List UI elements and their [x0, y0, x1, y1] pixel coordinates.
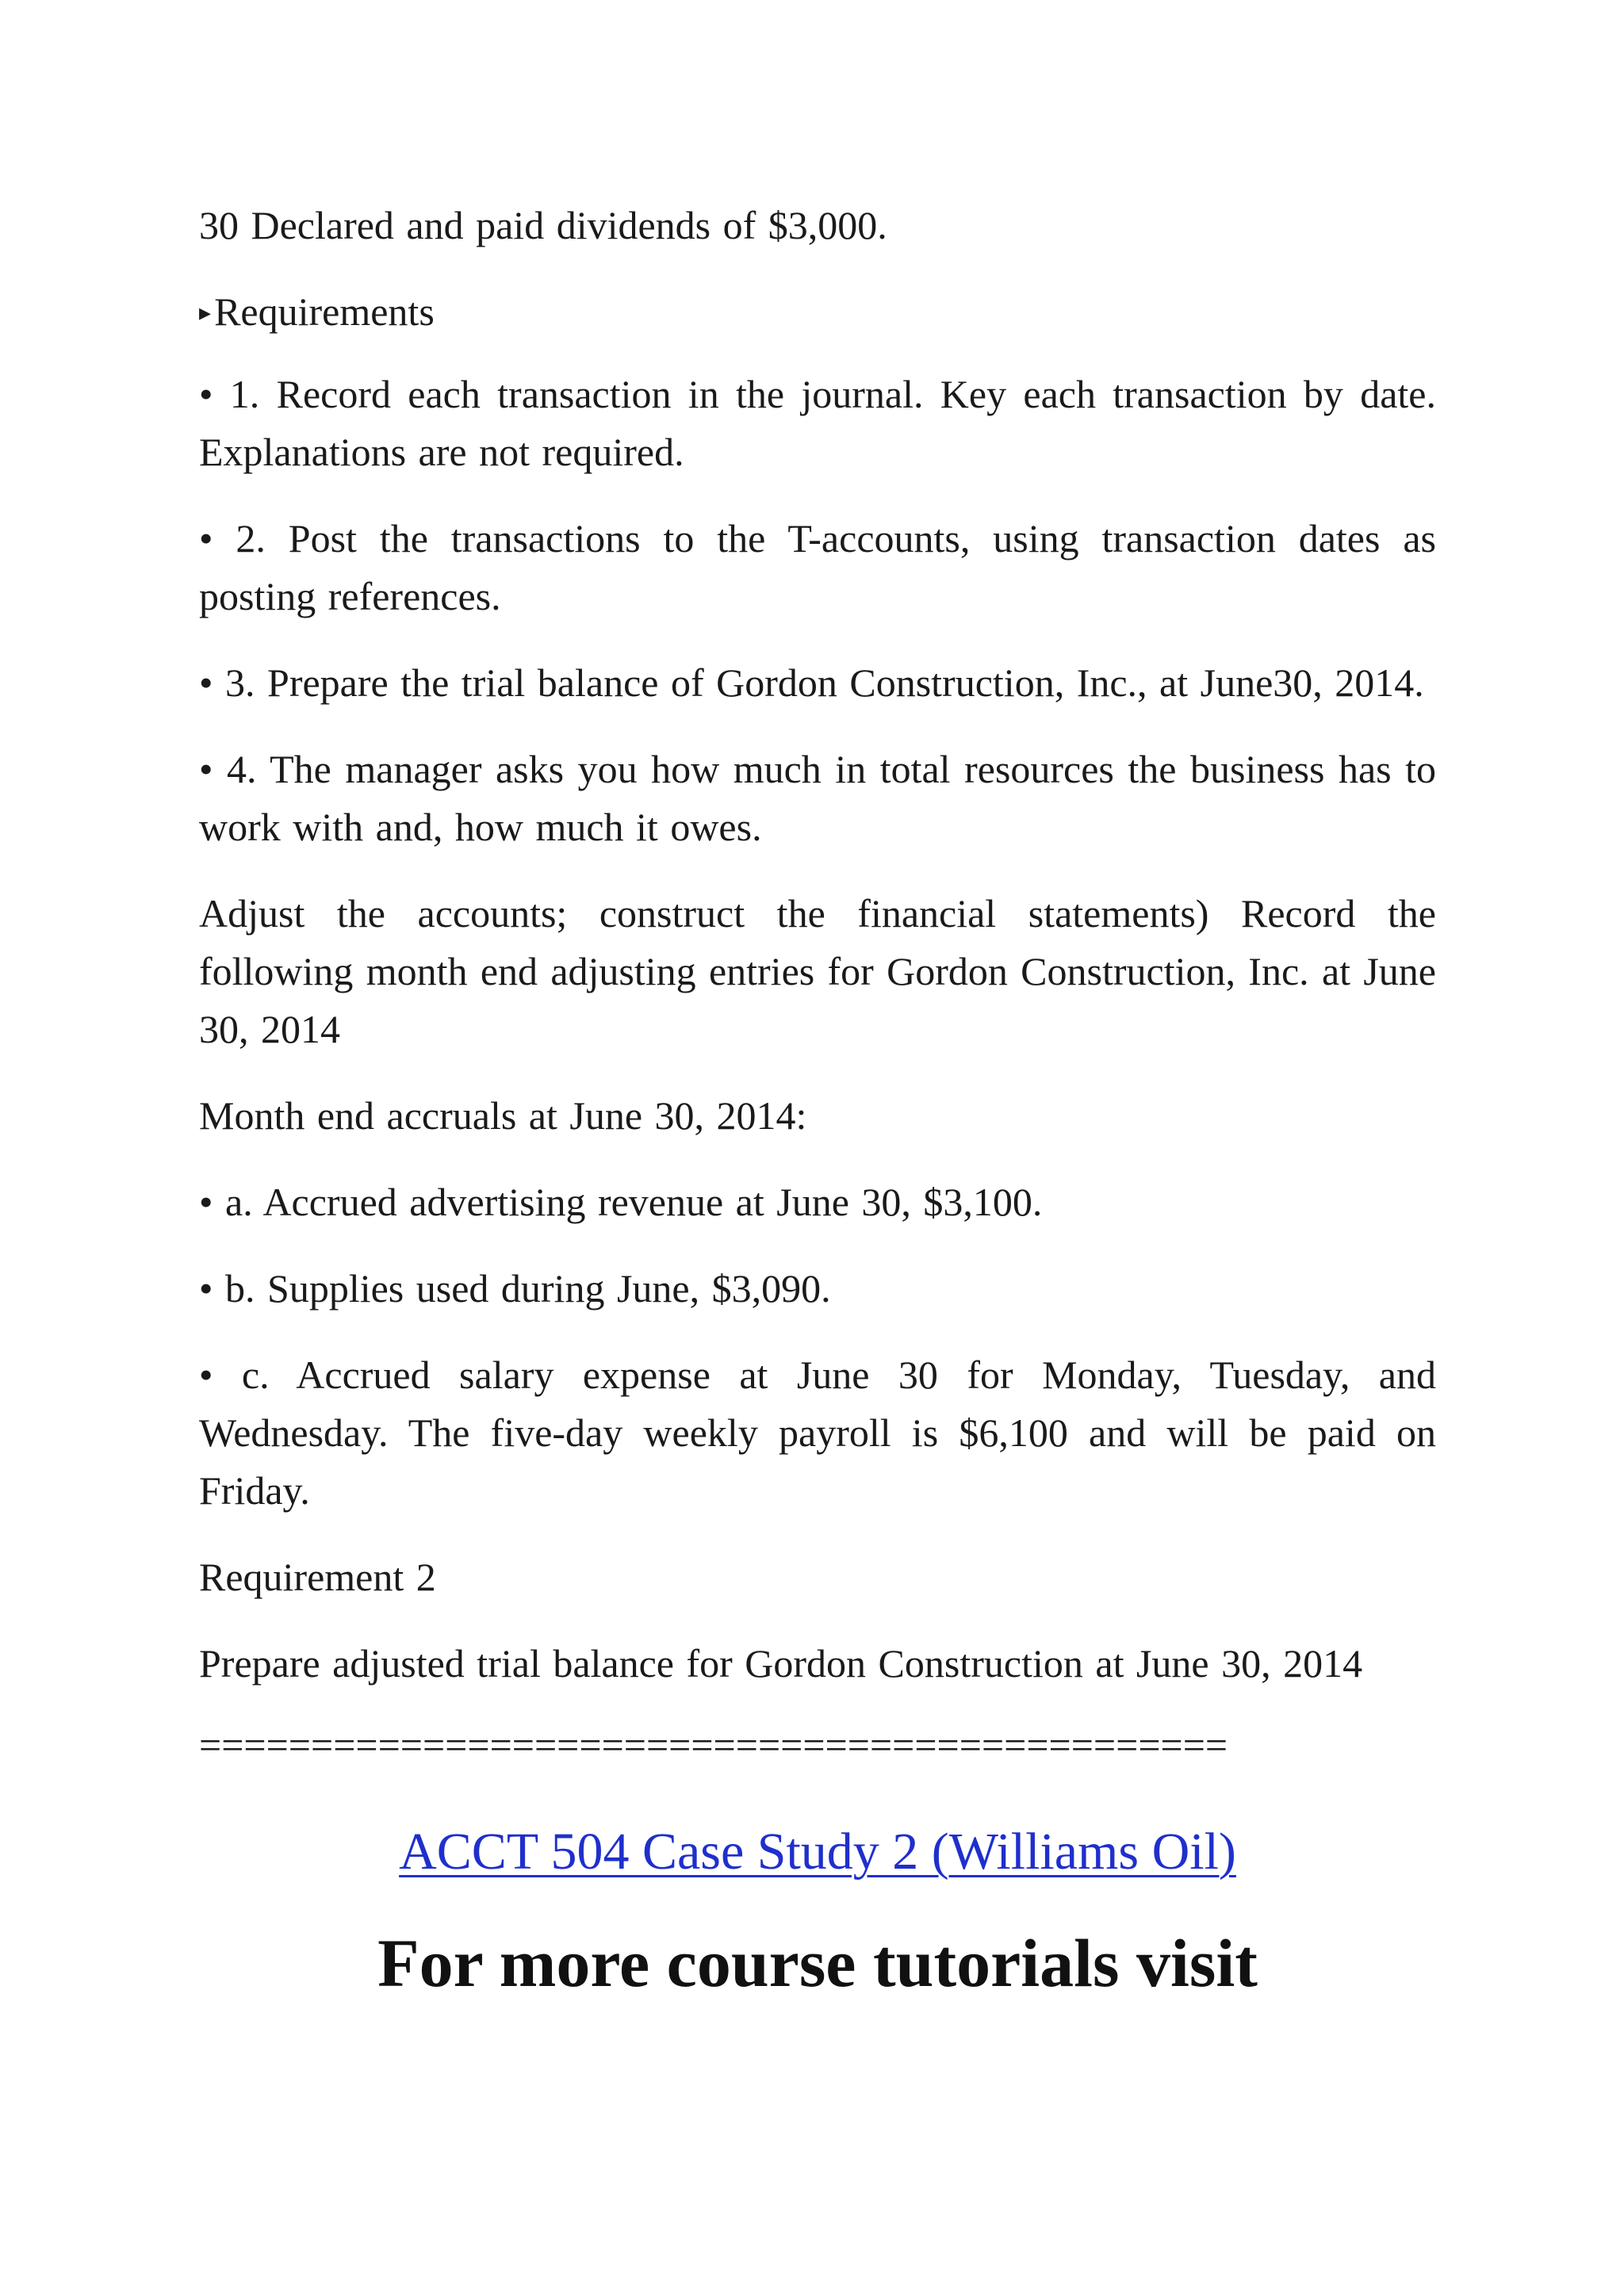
accrual-item-c: • c. Accrued salary expense at June 30 for Monday, Tuesday, and Wednesday. The five-day weekly payroll is $6,100 and will be paid on Friday.: [199, 1353, 1436, 1513]
requirement-2-text: Prepare adjusted trial balance for Gordon Construction at June 30, 2014: [199, 1641, 1363, 1686]
accruals-heading: Month end accruals at June 30, 2014:: [199, 1093, 807, 1138]
requirements-heading: [199, 283, 1436, 342]
requirement-item-1: • 1. Record each transaction in the journal. Key each transaction by date. Explanations are not required.: [199, 372, 1436, 474]
requirement-item-2: • 2. Post the transactions to the T-accounts, using transaction dates as posting references.: [199, 516, 1436, 618]
dividends-line: 30 Declared and paid dividends of $3,000.: [199, 203, 887, 247]
case-study-link-wrapper: [199, 1816, 1436, 1888]
requirement-2-heading: Requirement 2: [199, 1555, 436, 1599]
triangle-bullet-icon: ▸: [199, 300, 212, 326]
separator-line: ==============================================: [199, 1723, 1228, 1767]
requirement-item-3: • 3. Prepare the trial balance of Gordon Construction, Inc., at June30, 2014.: [199, 660, 1424, 705]
accrual-item-b: • b. Supplies used during June, $3,090.: [199, 1266, 831, 1311]
accrual-item-a: • a. Accrued advertising revenue at June 30, $3,100.: [199, 1180, 1043, 1224]
requirements-heading-text: Requirements: [214, 289, 435, 334]
adjust-accounts-paragraph: Adjust the accounts; construct the financial statements) Record the following month end adjusting entries for Gordon Construction, Inc. at June 30, 2014: [199, 891, 1436, 1051]
case-study-link[interactable]: ACCT 504 Case Study 2 (Williams Oil): [399, 1823, 1236, 1881]
requirement-item-4: • 4. The manager asks you how much in total resources the business has to work with and, how much it owes.: [199, 747, 1436, 849]
document-body: [199, 197, 1436, 2007]
course-tutorials-heading: For more course tutorials visit: [377, 1925, 1258, 2001]
